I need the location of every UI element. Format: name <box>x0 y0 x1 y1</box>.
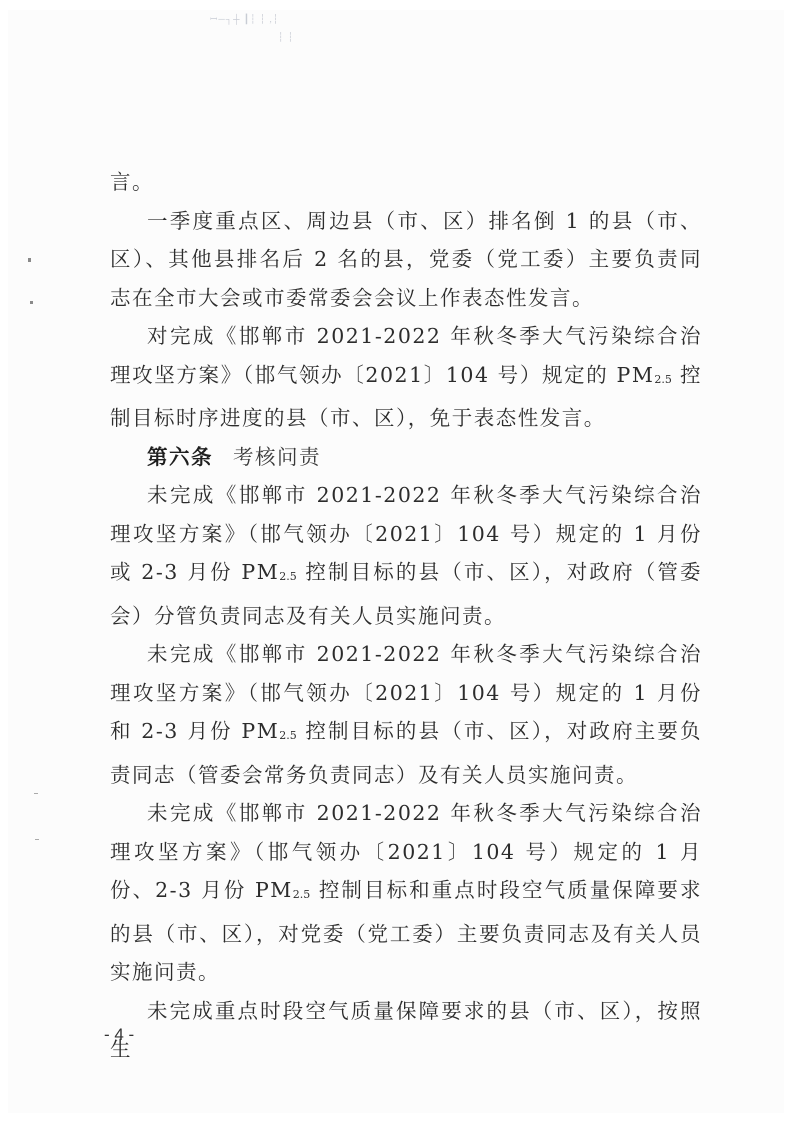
pm-subscript: 2.5 <box>279 729 297 742</box>
article-heading <box>110 438 702 477</box>
paragraph-accountability-3: 未完成《邯郸市 2021-2022 年秋冬季大气污染综合治理攻坚方案》（邯气领办〔2021〕104 号）规定的 1 月份、2-3 月份 $PM_{2.5}$ 控制目标和重点时段空气质量保障要求的县（市、区），对党委（党工委）主要负责同志及有关人员实施问责。 <box>110 801 702 984</box>
article-number: 第六条 <box>147 444 213 469</box>
scan-artifact-top-2: ┆ ┆ <box>278 32 295 42</box>
paragraph-accountability-2: 未完成《邯郸市 2021-2022 年秋冬季大气污染综合治理攻坚方案》（邯气领办〔2021〕104 号）规定的 1 月份和 2-3 月份 $PM_{2.5}$ 控制目标的县（市、区），对政府主要负责同志（管委会常务负责同志）及有关人员实施问责。 <box>110 642 702 787</box>
scan-artifact-top: ꟷ─┐┼ ┃┆ ┆ ,┆ <box>210 14 280 24</box>
scan-speck <box>34 793 38 794</box>
paragraph-accountability-4: 未完成重点时段空气质量保障要求的县（市、区），按照生 <box>110 998 702 1061</box>
paragraph-continuation: 言。 <box>110 170 154 194</box>
pm-subscript: 2.5 <box>292 888 311 901</box>
pm-subscript: 2.5 <box>654 372 672 386</box>
paragraph-exemption: 对完成《邯郸市 2021-2022 年秋冬季大气污染综合治理攻坚方案》（邯气领办〔2021〕104 号）规定的 $PM_{2.5}$ 控制目标时序进度的县（市、区），免于表态性发言。 <box>110 324 702 430</box>
scan-speck <box>28 258 31 262</box>
scan-speck <box>35 839 39 840</box>
document-body <box>110 163 702 1069</box>
article-title: 考核问责 <box>233 444 321 469</box>
page-number: - 4 - <box>104 1025 135 1044</box>
scan-speck <box>30 301 33 304</box>
pm-subscript: 2.5 <box>279 570 297 583</box>
paragraph-accountability-1: 未完成《邯郸市 2021-2022 年秋冬季大气污染综合治理攻坚方案》（邯气领办〔2021〕104 号）规定的 1 月份或 2-3 月份 $PM_{2.5}$ 控制目标的县（市、区），对政府（管委会）分管负责同志及有关人员实施问责。 <box>110 483 702 628</box>
paragraph-speech-ranking: 一季度重点区、周边县（市、区）排名倒 1 的县（市、区）、其他县排名后 2 名的县，党委（党工委）主要负责同志在全市大会或市委常委会会议上作表态性发言。 <box>110 208 702 310</box>
